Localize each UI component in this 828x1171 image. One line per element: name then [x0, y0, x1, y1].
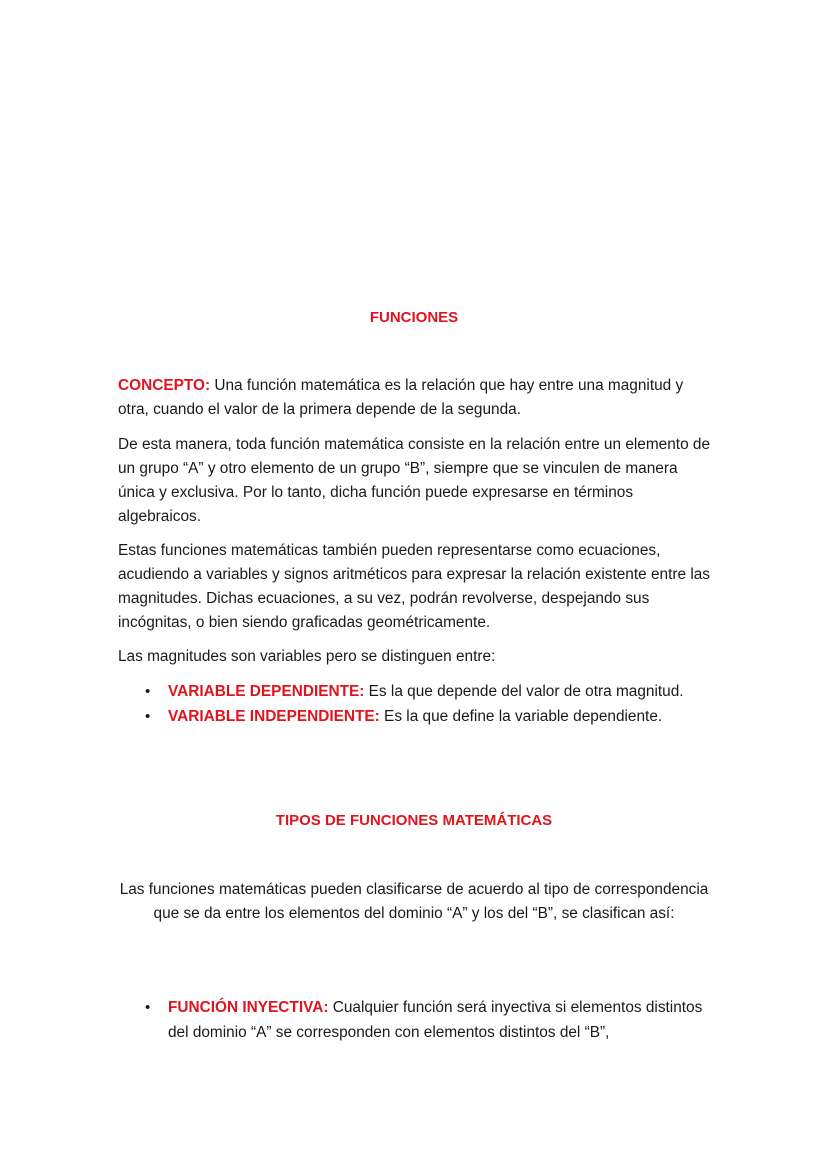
- bullet-icon: •: [145, 999, 151, 1016]
- type-label: FUNCIÓN INYECTIVA:: [168, 999, 329, 1016]
- paragraph-4: Las magnitudes son variables pero se distinguen entre:: [118, 648, 496, 665]
- bullet-icon: •: [145, 683, 151, 700]
- section-2-intro: Las funciones matemáticas pueden clasificarse de acuerdo al tipo de correspondencia que se da entre los elementos del dominio “A” y los del “B”, se clasifican así:: [119, 881, 709, 922]
- paragraph-3: Estas funciones matemáticas también pueden representarse como ecuaciones, acudiendo a variables y signos aritméticos para expresar la relación existente entre las magnitudes. Dichas ecuaciones, a su vez, podrán revolverse, despejando sus incógnitas, o bien siendo graficadas geométricamente.: [118, 542, 710, 631]
- bullet-icon: •: [145, 707, 151, 725]
- type-text: Cualquier función será inyectiva si elementos distintos del dominio “A” se corresponden con elementos distintos del “B”,: [168, 999, 703, 1041]
- variable-label: VARIABLE INDEPENDIENTE:: [168, 707, 380, 725]
- paragraph-2: De esta manera, toda función matemática consiste en la relación entre un elemento de un grupo “A” y otro elemento de un grupo “B”, siempre que se vinculen de manera única y exclusiva. Por lo tanto, dicha función puede expresarse en términos algebraicos.: [118, 436, 711, 525]
- list-item: [118, 680, 718, 705]
- concept-label: CONCEPTO:: [118, 377, 211, 394]
- concept-paragraph: [118, 374, 718, 422]
- variable-text: Es la que define la variable dependiente.: [379, 707, 663, 725]
- variables-list: [118, 680, 718, 729]
- list-item: [118, 705, 718, 730]
- list-item: [118, 996, 718, 1045]
- document-title: FUNCIONES: [369, 309, 459, 326]
- variable-label: VARIABLE DEPENDIENTE:: [168, 683, 365, 700]
- variable-text: Es la que depende del valor de otra magnitud.: [364, 683, 684, 700]
- types-list: [118, 996, 718, 1045]
- concept-text: Una función matemática es la relación que hay entre una magnitud y otra, cuando el valor de la primera depende de la segunda.: [118, 377, 684, 418]
- section-2-title: TIPOS DE FUNCIONES MATEMÁTICAS: [275, 812, 553, 829]
